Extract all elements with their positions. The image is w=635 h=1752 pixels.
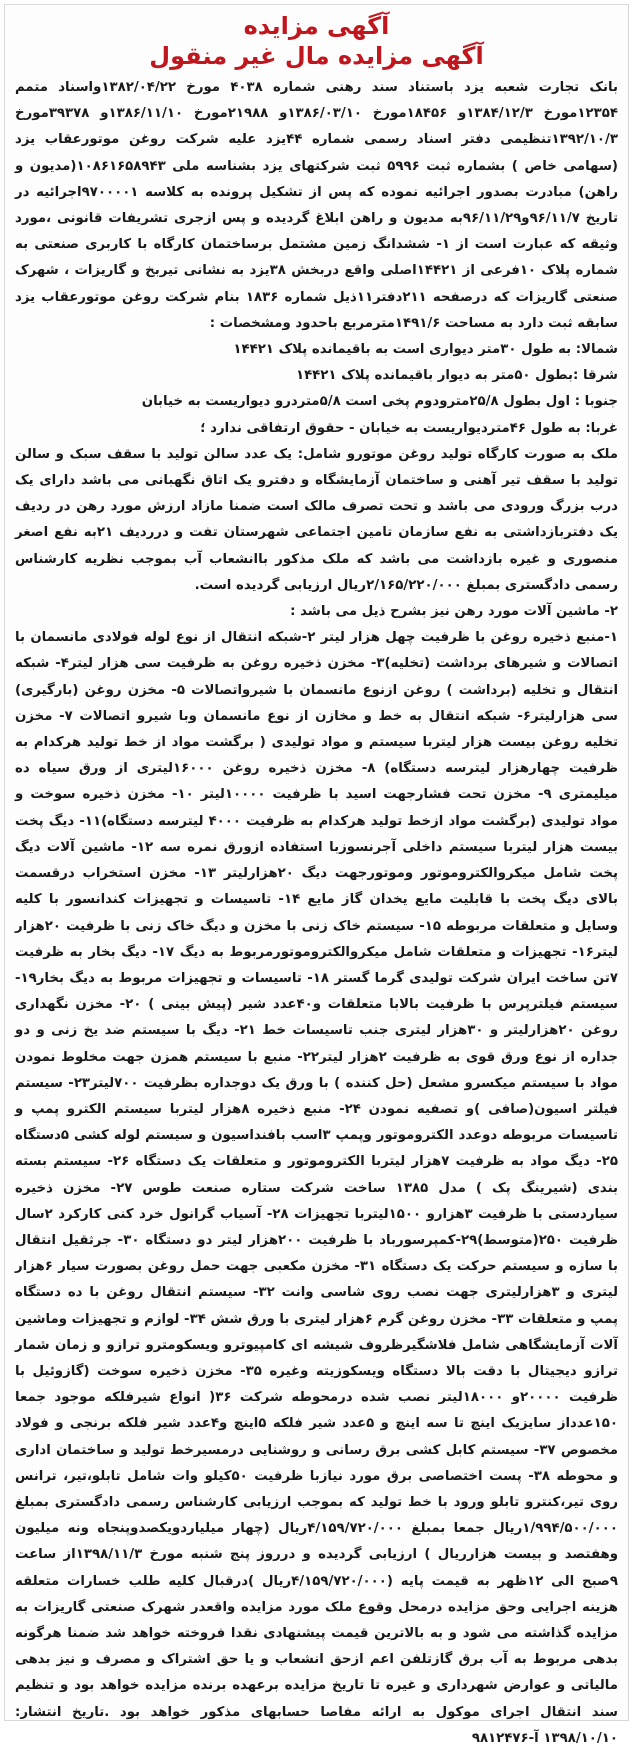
auction-notice [4,4,629,1746]
notice-subtitle: آگهی مزایده مال غیر منقول [149,42,484,70]
boundary-east: شرقا :بطول ۵۰متر به دیوار باقیمانده پلاک ۱۴۴۲۱ [295,368,618,384]
boundary-west: غربا: به طول ۴۶متردیواریست به خیابان - حقوق ارتفاقی ندارد ؛ [200,420,618,436]
boundary-south: جنوبا : اول بطول ۲۵/۸مترودوم پخی است ۵/۸متردرو دیواریست به خیابان [141,394,618,410]
machinery-heading: ۲- ماشین آلات مورد رهن نیز بشرح ذیل می باشد : [290,604,618,620]
property-description: ملک به صورت کارگاه تولید روغن موتورو شامل: یک عدد سالن تولید با سقف سبک و سالن تولید با سقف تیر آهنی و ساختمان آزمایشگاه و دفترو یک اتاق نگهبانی می باشد دارای یک درب بزرگ ورودی می باشد و تحت تصرف مالک است ضمنا مازاد ارزش مورد رهن در ردیف یک دفتربازداشتی به نفع سازمان تامین اجتماعی شهرستان تفت و درردیف ۲۱به نفع اصغر منصوری و غیره بازداشت می باشد که ملک مذکور باانشعاب آب بموجب نظریه کارشناس رسمی دادگستری بمبلغ ۲/۱۶۵/۲۲۰/۰۰۰ریال ارزیابی گردیده است. [15,446,618,593]
intro-paragraph: بانک تجارت شعبه یزد باستناد سند رهنی شماره ۴۰۳۸ مورخ ۱۳۸۲/۰۴/۲۲واسناد متمم ۱۲۳۵۴مورخ ۱۳۸۴/۱۲/۳و ۱۸۴۵۶مورخ ۱۳۸۶/۰۳/۱۰و ۲۱۹۸۸مورخ ۱۳۸۶/۱۱/۱۰و ۳۹۳۷۸مورخ ۱۳۹۲/۱۰/۳تنظیمی دفتر اسناد رسمی شماره ۴۴یزد علیه شرکت روغن موتورعقاب یزد (سهامی خاص ) بشماره ثبت ۵۹۹۶ ثبت شرکتهای یزد بشناسه ملی ۱۰۸۶۱۶۵۸۹۴۳(مدیون و راهن) مبادرت بصدور اجرائیه نموده که پس از تشکیل پرونده به کلاسه ۹۷۰۰۰۰۱اجرائیه در تاریخ ۹۶/۱۱/۷و۹۶/۱۱/۲۹به مدیون و راهن ابلاغ گردیده و پس ازجری تشریفات قانونی ،مورد وثیقه که عبارت است از ۱- ششدانگ زمین مشتمل برساختمان کارگاه با کاربری صنعتی به شماره پلاک ۱۰فرعی از ۱۴۴۲۱اصلی واقع دربخش ۳۸یزد به نشانی تیربخ و گاریزات ، شهرک صنعتی گاریزات که درصفحه ۲۱۱دفتر۱۱ذیل شماره ۱۸۳۶ بنام شرکت روغن موتورعقاب یزد سابقه ثبت دارد به مساحت ۱۴۹۱/۶مترمربع باحدود ومشخصات : [15,80,619,331]
notice-title: آگهی مزایده [243,12,390,40]
machinery-list: ۱-منبع ذخیره روغن با ظرفیت چهل هزار لیتر ۲-شبکه انتقال از نوع لوله فولادی مانسمان با اتصالات و شیرهای برداشت (تخلیه)۳- مخزن ذخیره روغن به ظرفیت سی هزار لیتر۴- شبکه انتقال و تخلیه (برداشت ) روغن ازنوع مانسمان با شیرواتصالات ۵- مخزن روغن (بارگیری) سی هزارلیتر۶- شبکه انتقال به خط و مخازن از نوع مانسمان وبا شیرو اتصالات ۷- مخزن تخلیه روغن بیست هزار لیتربا سیستم و مواد تولیدی ( برگشت مواد از خط تولید هرکدام به ظرفیت چهارهزار لیترسه دستگاه) ۸- مخزن ذخیره روغن ۱۶۰۰۰لیتری از ورق سیاه ده میلیمتری ۹- مخزن تحت فشارجهت اسید با ظرفیت ۱۰۰۰۰لیتر ۱۰- مخزن ذخیره سوخت و مواد تولیدی (برگشت مواد ازخط تولید هرکدام به ظرفیت ۴۰۰۰ لیترسه دستگاه)۱۱- دیگ پخت بیست هزار لیتربا سیستم داخلی آجرنسوزبا استفاده ازورق نمره سه ۱۲- ماشین آلات دیگ پخت شامل میکروالکتروموتور وموتورجهت دیگ ۲۰هزارلیتر ۱۳- مخزن استخراب درقسمت بالای دیگ پخت با قابلیت مایع یخدان گاز مایع ۱۴- تاسیسات و تجهیزات کندانسور با کلیه وسایل و متعلقات مربوطه ۱۵- سیستم خاک زنی با مخزن و دیگ خاک زنی با ظرفیت ۲۰هزار لیتر۱۶- تجهیزات و متعلقات شامل میکروالکتروموتورمربوط به دیگ ۱۷- دیگ بخار به ظرفیت ۷تن ساخت ایران شرکت تولیدی گرما گستر ۱۸- تاسیسات و تجهیزات مربوط به دیگ بخار۱۹- سیستم فیلترپرس با ظرفیت بالابا متعلقات و۴۰عدد شیر (پیش بینی ) ۲۰- مخزن نگهداری روغن ۲۰هزارلیتر و ۳۰هزار لیتری جنب تاسیسات خط ۲۱- دیگ با سیستم ضد یخ زنی و دو جداره از نوع ورق قوی به ظرفیت ۲هزار لیتر۲۲- منبع با سیستم همزن جهت مخلوط نمودن مواد با سیستم میکسرو مشعل (حل کننده ) با ورق یک دوجداره بظرفیت ۷۰۰لیتر۲۳- سیستم فیلتر اسیون(صافی )و تصفیه نمودن ۲۴- منبع ذخیره ۸هزار لیتربا سیستم الکترو پمپ و تاسیسات مربوطه دوعدد الکتروموتور وپمپ ۳اسب بافنداسیون و سیستم لوله کشی ۵دستگاه ۲۵- دیگ مواد به ظرفیت ۷هزار لیتربا الکتروموتور و متعلقات یک دستگاه ۲۶- سیستم بسته بندی (شیرینگ پک ) مدل ۱۳۸۵ ساخت شرکت ستاره صنعت طوس ۲۷- مخزن ذخیره سیاردستی با ظرفیت ۳هزارو ۱۵۰۰لیتربا تجهیزات ۲۸- آسیاب گرانول خرد کنی کارکرد ۲سال ظرفیت ۲۵۰(متوسط)۲۹-کمپرسورباد با ظرفیت ۲۰۰هزار لیتر دو دستگاه ۳۰- جرثقیل انتقال با سازه و سیستم حرکت یک دستگاه ۳۱- مخزن مکعبی جهت حمل روغن بصورت سیار ۶هزار لیتری و ۳هزارلیتری جهت نصب روی شاسی وانت ۳۲- سیستم انتقال روغن با ده دستگاه پمپ و متعلقات ۳۳- مخزن روغن گرم ۶هزار لیتری با ورق شش ۳۴- لوازم و تجهیزات وماشین آلات آزمایشگاهی شامل فلاشگیرظروف شیشه ای کامپیوترو ویسکومترو ترازو و زمان شمار ترازو دیجیتال با دقت بالا دستگاه ویسکوزیته وغیره ۳۵- مخزن ذخیره سوخت (گازوئیل با ظرفیت ۲۰۰۰۰و ۱۸۰۰۰لیتر نصب شده درمحوطه شرکت ۳۶( انواع شیرفلکه موجود جمعا ۱۵۰عدداز سایزیک اینچ تا سه اینچ و ۵عدد شیر فلکه ۵اینچ و۴عدد شیر فلکه برنجی و فولاد مخصوص ۳۷- سیستم کابل کشی برق رسانی و روشنایی درمسیرخط تولید و ساختمان اداری و محوطه ۳۸- پست اختصاصی برق مورد نیازبا ظرفیت ۵۰کیلو وات شامل تابلو،تیر، ترانس روی تیر،کنترو تابلو ورود با خط تولید که بموجب ارزیابی کارشناس رسمی دادگستری بمبلغ ۱/۹۹۴/۵۰۰/۰۰۰ریال جمعا بمبلغ ۴/۱۵۹/۷۲۰/۰۰۰ریال (چهار میلیاردویکصدوپنجاه ونه میلیون وهفتصد و بیست هزارریال ) ارزیابی گردیده و درروز پنج شنبه مورخ ۱۳۹۸/۱۱/۳از ساعت ۹صبح الی ۱۲ظهر به قیمت پایه (۴/۱۵۹/۷۲۰/۰۰۰ریال )درقبال کلیه طلب خسارات متعلقه هزینه اجرایی وحق مزایده درمحل وقوع ملک مورد مزایده واقعدر شهرک صنعتی گاریزات به مزایده گذاشته می شود و به بالاترین قیمت پیشنهادی نقدا فروخته خواهد شد ضمنا هرگونه بدهی مربوط به آب برق گازتلفن اعم ازحق انشعاب و یا حق اشتراک و مصرف و نیز بدهی مالیاتی و عوارض شهرداری و غیره تا تاریخ مزایده برعهده برنده مزایده خواهد بود و تنظیم سند انتقال اجرای موکول به ارائه مفاصا حسابهای مذکور خواهد بود .تاریخ انتشار: ۱۳۹۸/۱۰/۱۰ آ-۹۸۱۲۴۷۶ [15,630,619,1746]
boundary-north: شمالا: به طول ۳۰متر دیواری است به باقیمانده پلاک ۱۴۴۲۱ [233,342,618,358]
notice-body [15,75,618,1752]
